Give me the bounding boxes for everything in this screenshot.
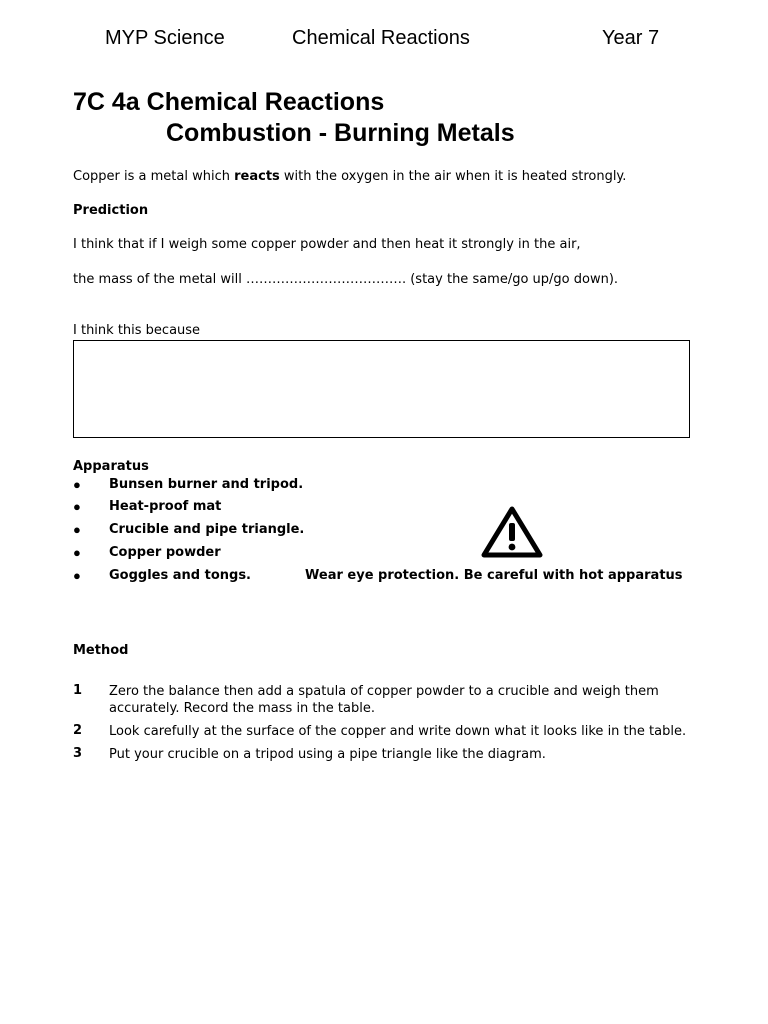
- method-step: Put your crucible on a tripod using a pipe triangle like the diagram.: [109, 747, 546, 762]
- prediction-line-2[interactable]: the mass of the metal will ………………………………. (stay the same/go up/go down).: [73, 272, 619, 287]
- bullet-icon: ●: [73, 545, 81, 560]
- method-step: Zero the balance then add a spatula of copper powder to a crucible and weigh them accurately. Record the mass in the table.: [109, 684, 659, 716]
- intro-text-after: with the oxygen in the air when it is heated strongly.: [279, 169, 627, 184]
- reason-answer-box[interactable]: [73, 340, 690, 438]
- apparatus-item: Crucible and pipe triangle.: [109, 522, 305, 537]
- reason-label: I think this because: [73, 323, 201, 338]
- intro-text-bold: reacts: [234, 169, 280, 184]
- step-number: 2: [73, 723, 83, 738]
- prediction-line-1: I think that if I weigh some copper powder and then heat it strongly in the air,: [73, 237, 581, 252]
- prediction-heading: Prediction: [73, 203, 149, 218]
- bullet-icon: ●: [73, 568, 81, 583]
- method-heading: Method: [73, 643, 129, 658]
- page-subtitle: Combustion - Burning Metals: [166, 119, 515, 147]
- method-step: Look carefully at the surface of the copper and write down what it looks like in the table.: [109, 724, 687, 739]
- bullet-icon: ●: [73, 522, 81, 537]
- header-year: Year 7: [602, 27, 660, 49]
- apparatus-item: Goggles and tongs.: [109, 568, 251, 583]
- bullet-icon: ●: [73, 499, 81, 514]
- step-number: 3: [73, 746, 83, 761]
- safety-warning: Wear eye protection. Be careful with hot apparatus: [305, 568, 683, 583]
- step-number: 1: [73, 683, 83, 698]
- page-title: 7C 4a Chemical Reactions: [73, 88, 385, 116]
- warning-triangle-icon: [481, 506, 543, 558]
- intro-paragraph: [73, 169, 626, 184]
- apparatus-item: Copper powder: [109, 545, 221, 560]
- bullet-icon: ●: [73, 477, 81, 492]
- apparatus-heading: Apparatus: [73, 459, 149, 474]
- apparatus-item: Heat-proof mat: [109, 499, 222, 514]
- header-course: MYP Science: [105, 27, 225, 49]
- intro-text-before: Copper is a metal which: [73, 169, 235, 184]
- apparatus-item: Bunsen burner and tripod.: [109, 477, 304, 492]
- header-topic: Chemical Reactions: [292, 27, 470, 49]
